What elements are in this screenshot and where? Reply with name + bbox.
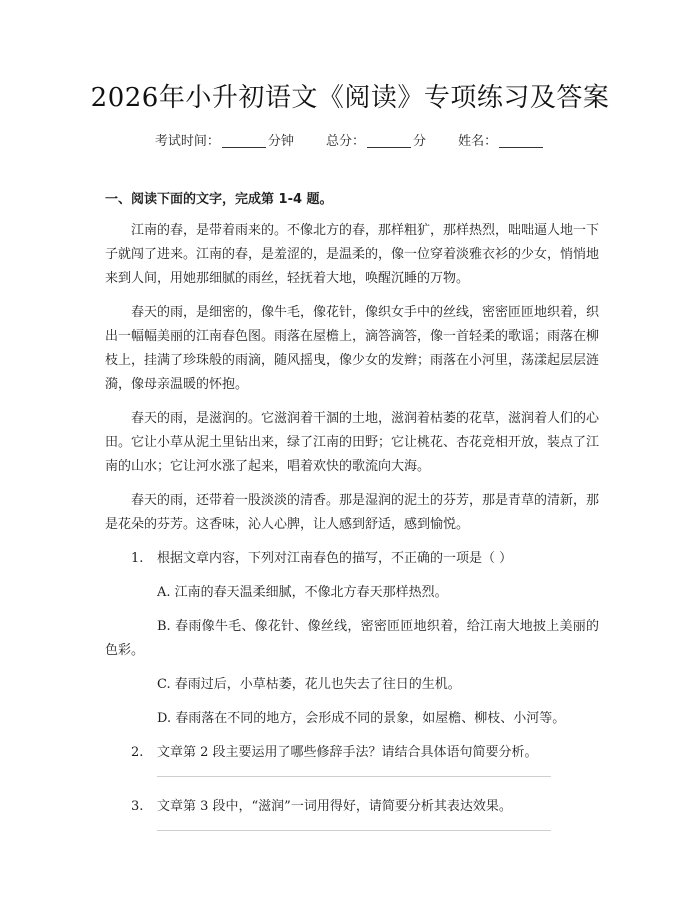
page-title: 2026年小升初语文《阅读》专项练习及答案 [90,83,610,113]
student-name-blank[interactable] [499,133,543,148]
question-1-option-b[interactable]: B. 春雨像牛毛、像花针、像丝线，密密匝匝地织着，给江南大地披上美丽的色彩。 [105,619,599,658]
passage-paragraph-3: 春天的雨，是滋润的。它滋润着干涸的土地，滋润着枯萎的花草，滋润着人们的心田。它让小草从泥土里钻出来，绿了江南的田野；它让桃花、杏花竞相开放，装点了江南的山水；它让河水涨了起来，唱着欢快的歌流向大海。 [105,411,600,474]
question-1-option-c[interactable]: C. 春雨过后，小草枯萎，花儿也失去了往日的生机。 [157,677,461,692]
section-heading: 一、阅读下面的文字，完成第 1-4 题。 [105,192,333,207]
question-2 [105,741,599,765]
total-score-field [326,132,426,152]
total-score-unit: 分 [413,134,427,149]
passage-paragraph-4: 春天的雨，还带着一股淡淡的清香。那是湿润的泥土的芬芳，那是青草的清新，那是花朵的芬芳。这香味，沁人心脾，让人感到舒适，感到愉悦。 [105,493,600,532]
question-number: 3. [131,799,144,814]
exam-time-field [155,132,294,152]
total-score-label: 总分： [325,134,365,149]
answer-line-3[interactable] [157,829,551,831]
student-name-field [458,132,545,152]
passage-paragraph-1: 江南的春，是带着雨来的。不像北方的春，那样粗犷，那样热烈，咄咄逼人地一下子就闯了进来。江南的春，是羞涩的，是温柔的，像一位穿着淡雅衣衫的少女，悄悄地来到人间，用她那细腻的雨丝，轻抚着大地，唤醒沉睡的万物。 [105,223,600,286]
question-number: 2. [131,745,144,760]
exam-time-label: 考试时间： [154,134,220,149]
question-3 [105,795,599,819]
answer-line-2[interactable] [157,775,551,777]
exam-time-blank[interactable] [222,133,266,148]
passage-paragraph-2: 春天的雨，是细密的，像牛毛，像花针，像织女手中的丝线，密密匝匝地织着，织出一幅幅美丽的江南春色图。雨落在屋檐上，滴答滴答，像一首轻柔的歌谣；雨落在柳枝上，挂满了珍珠般的雨滴，随风摇曳，像少女的发辫；雨落在小河里，荡漾起层层涟漪，像母亲温暖的怀抱。 [105,305,600,392]
question-1 [105,547,599,571]
exam-time-unit: 分钟 [267,134,294,149]
question-number: 1. [131,551,144,566]
question-1-option-d[interactable]: D. 春雨落在不同的地方，会形成不同的景象，如屋檐、柳枝、小河等。 [157,711,566,726]
question-stem: 文章第 3 段中，“滋润”一词用得好，请简要分析其表达效果。 [157,799,512,814]
question-1-option-a[interactable]: A. 江南的春天温柔细腻，不像北方春天那样热烈。 [157,585,448,600]
reading-section [105,189,599,849]
exam-meta-line [0,132,700,152]
question-stem: 根据文章内容，下列对江南春色的描写，不正确的一项是（ ） [157,551,513,566]
student-name-label: 姓名： [458,134,498,149]
total-score-blank[interactable] [367,133,411,148]
question-stem: 文章第 2 段主要运用了哪些修辞手法？请结合具体语句简要分析。 [157,745,538,760]
